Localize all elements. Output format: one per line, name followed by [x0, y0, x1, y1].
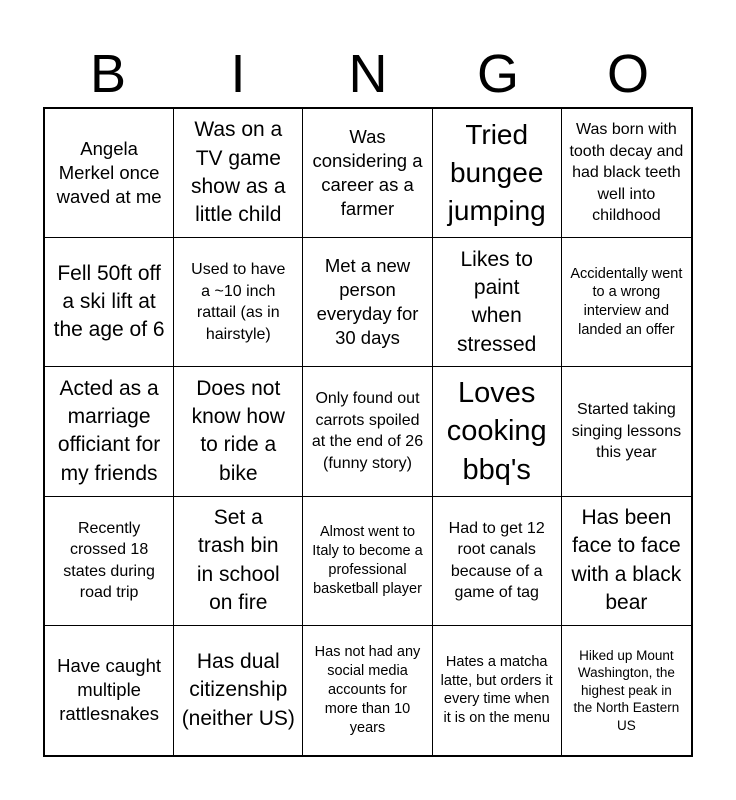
- bingo-cell-text: Fell 50ft off a ski lift at the age of 6: [53, 261, 165, 342]
- bingo-cell[interactable]: [45, 497, 174, 626]
- header-letter-b: B: [89, 44, 127, 104]
- bingo-cell-text: Started taking singing lessons this year: [571, 401, 682, 462]
- bingo-cell-text: Has dual citizenship (neither US): [181, 649, 295, 730]
- bingo-cell[interactable]: [45, 238, 174, 367]
- bingo-cell-text: Has not had any social media accounts for more than 10 years: [314, 644, 421, 736]
- bingo-cell-text: Accidentally went to a wrong interview and landed an offer: [570, 265, 683, 339]
- bingo-cell-text: Likes to paint when stressed: [457, 247, 537, 356]
- bingo-cell-text: Was on a TV game show as a little child: [191, 118, 286, 227]
- bingo-cell-text: Only found out carrots spoiled at the end of 26 (funny story): [311, 390, 424, 473]
- bingo-cell[interactable]: [45, 626, 174, 755]
- bingo-cell-text: Recently crossed 18 states during road trip: [63, 519, 155, 602]
- bingo-cell[interactable]: [562, 497, 691, 626]
- bingo-cell[interactable]: [562, 367, 691, 496]
- bingo-cell-text: Tried bungee jumping: [447, 119, 546, 226]
- bingo-cell[interactable]: [303, 497, 432, 626]
- bingo-cell-text: Was born with tooth decay and had black teeth well into childhood: [569, 121, 684, 225]
- bingo-cell[interactable]: [433, 238, 562, 367]
- bingo-cell-text: Had to get 12 root canals because of a game of tag: [448, 519, 545, 602]
- bingo-cell-text: Have caught multiple rattlesnakes: [57, 655, 162, 725]
- bingo-cell-text: Does not know how to ride a bike: [191, 376, 285, 485]
- bingo-cell[interactable]: [562, 626, 691, 755]
- bingo-cell[interactable]: [433, 626, 562, 755]
- bingo-header: [43, 40, 693, 108]
- bingo-cell[interactable]: [174, 497, 303, 626]
- header-letter-g: G: [476, 44, 519, 104]
- bingo-cell[interactable]: [174, 367, 303, 496]
- bingo-cell-text: Hiked up Mount Washington, the highest peak in the North Eastern US: [573, 647, 680, 733]
- bingo-cell[interactable]: [174, 109, 303, 238]
- bingo-cell[interactable]: [45, 109, 174, 238]
- bingo-cell[interactable]: [562, 109, 691, 238]
- bingo-cell[interactable]: [562, 238, 691, 367]
- bingo-cell-text: Hates a matcha latte, but orders it every time when it is on the menu: [440, 653, 553, 727]
- bingo-cell-text: Almost went to Italy to become a professional basketball player: [312, 524, 423, 597]
- bingo-cell[interactable]: [433, 109, 562, 238]
- bingo-cell[interactable]: [433, 497, 562, 626]
- bingo-cell[interactable]: [303, 626, 432, 755]
- header-letter-o: O: [606, 44, 649, 104]
- header-letter-i: I: [230, 44, 246, 104]
- bingo-cell-text: Acted as a marriage officiant for my friends: [57, 376, 161, 485]
- bingo-cell[interactable]: [174, 626, 303, 755]
- bingo-cell[interactable]: [174, 238, 303, 367]
- bingo-cell[interactable]: [303, 109, 432, 238]
- bingo-cell-text: Was considering a career as a farmer: [312, 126, 423, 220]
- bingo-cell-text: Has been face to face with a black bear: [571, 506, 682, 615]
- bingo-cell[interactable]: [45, 367, 174, 496]
- header-letter-n: N: [348, 44, 388, 104]
- bingo-cell[interactable]: [303, 367, 432, 496]
- bingo-cell-text: Loves cooking bbq's: [446, 376, 547, 486]
- bingo-cell-text: Used to have a ~10 inch rattail (as in hairstyle): [191, 261, 286, 343]
- bingo-cell-text: Met a new person everyday for 30 days: [316, 255, 419, 349]
- bingo-cell-text: Angela Merkel once waved at me: [56, 138, 162, 208]
- bingo-cell[interactable]: [433, 367, 562, 496]
- bingo-grid: [43, 107, 693, 757]
- bingo-cell-text: Set a trash bin in school on fire: [196, 506, 280, 615]
- bingo-cell[interactable]: [303, 238, 432, 367]
